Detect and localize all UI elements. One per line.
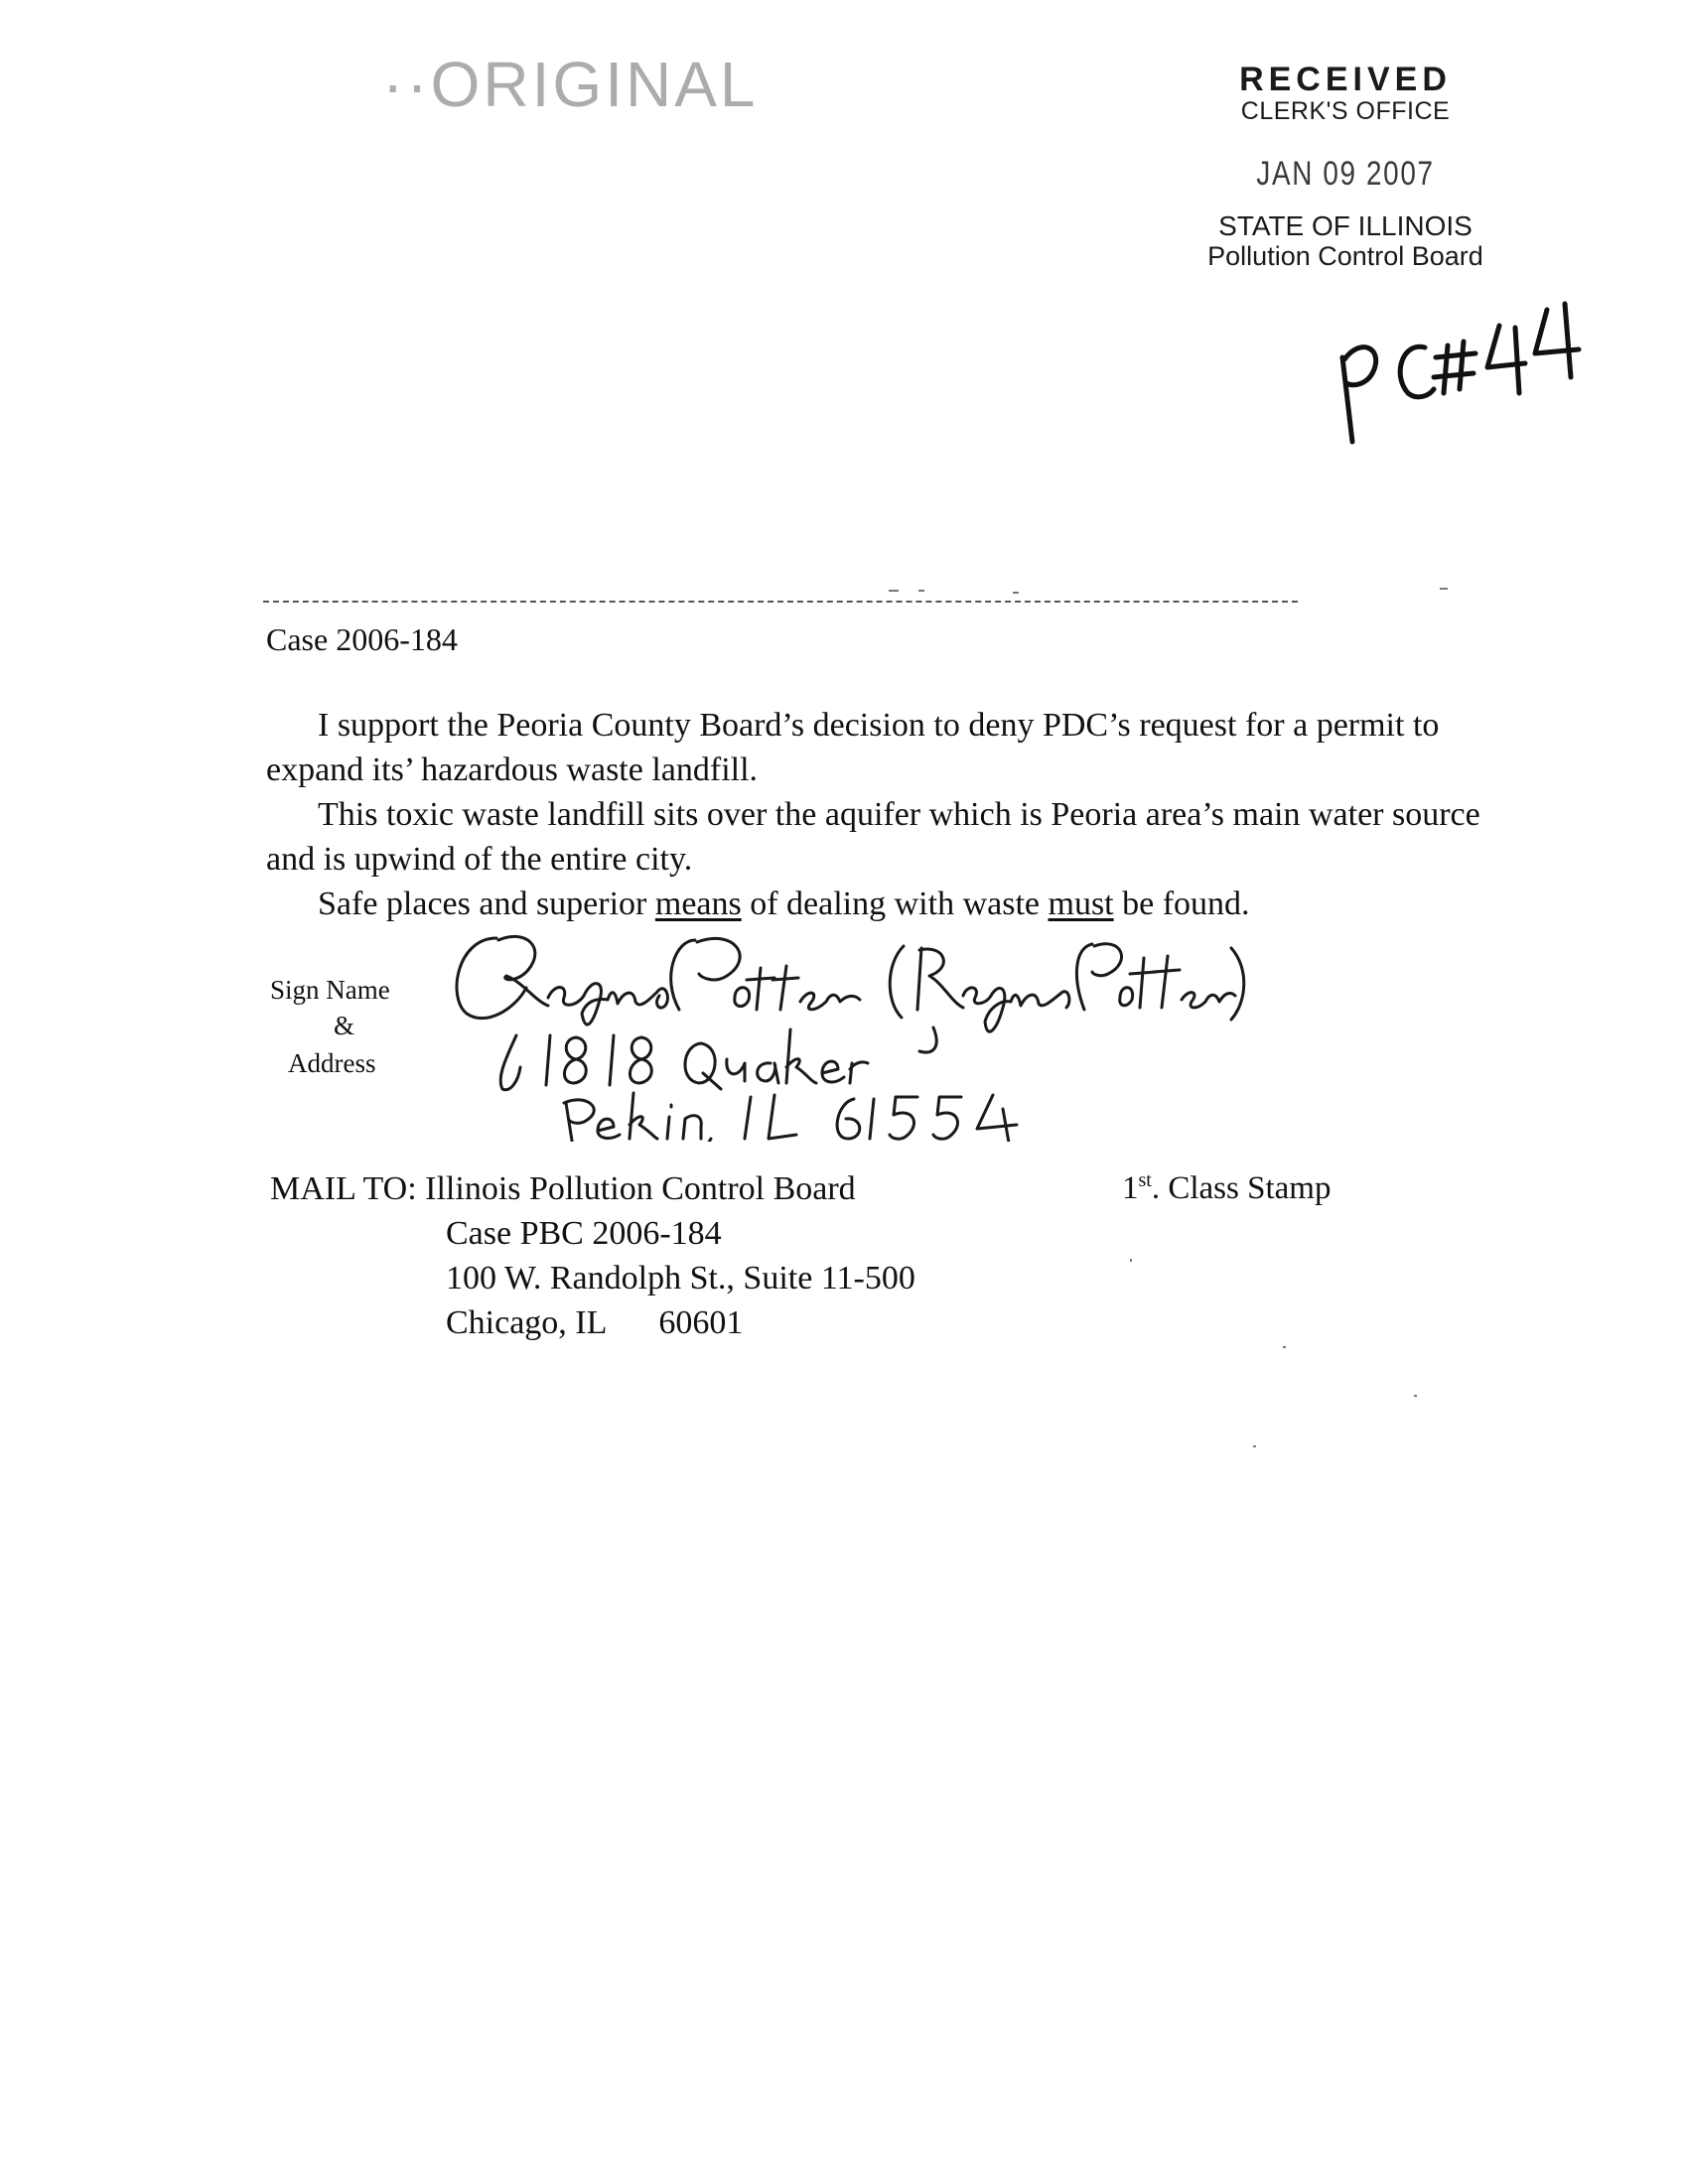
mail-street: 100 W. Randolph St., Suite 11-500	[446, 1260, 915, 1297]
original-stamp: ··ORIGINAL	[382, 49, 759, 120]
statement-paragraph-3: Safe places and superior means of dealing with waste must be found.	[318, 886, 1250, 922]
mail-to-label: MAIL TO:	[270, 1170, 417, 1207]
mail-case: Case PBC 2006-184	[446, 1215, 722, 1252]
scan-speck	[918, 590, 924, 592]
statement-paragraph-2: This toxic waste landfill sits over the aquifer which is Peoria area’s main water source and is upwind of the entire city.	[266, 796, 1480, 878]
scan-speck	[1253, 1445, 1256, 1447]
scan-speck	[1283, 1346, 1286, 1348]
scan-speck	[1414, 1395, 1417, 1397]
sign-name-label: Sign Name	[270, 975, 390, 1005]
ampersand-label: &	[334, 1011, 355, 1040]
pc-number-handwritten	[1331, 298, 1589, 447]
received-stamp	[1172, 62, 1519, 271]
received-state: STATE OF ILLINOIS	[1218, 210, 1473, 241]
cut-line	[263, 601, 1298, 603]
underlined-word: must	[1048, 886, 1114, 922]
received-board: Pollution Control Board	[1207, 241, 1483, 271]
mail-to-address	[270, 1166, 915, 1345]
scan-speck	[1440, 588, 1448, 590]
scan-speck	[889, 590, 899, 592]
mail-city: Chicago, IL	[446, 1304, 608, 1341]
case-number: Case 2006-184	[266, 621, 458, 657]
mail-recipient: Illinois Pollution Control Board	[425, 1170, 856, 1207]
mail-zip: 60601	[658, 1304, 744, 1341]
received-date: JAN 09 2007	[1256, 155, 1435, 193]
underlined-word: means	[654, 886, 742, 922]
address-label: Address	[288, 1048, 376, 1078]
handwritten-signature	[437, 918, 1251, 1142]
statement-paragraph-1: I support the Peoria County Board’s decision to deny PDC’s request for a permit to expand its’ hazardous waste landfill.	[266, 707, 1440, 788]
scan-speck	[1013, 592, 1019, 594]
received-title: RECEIVED	[1239, 61, 1452, 98]
stamp-note: 1st. Class Stamp	[1122, 1169, 1332, 1206]
scan-speck	[1130, 1259, 1132, 1262]
received-office: CLERK'S OFFICE	[1240, 97, 1451, 125]
